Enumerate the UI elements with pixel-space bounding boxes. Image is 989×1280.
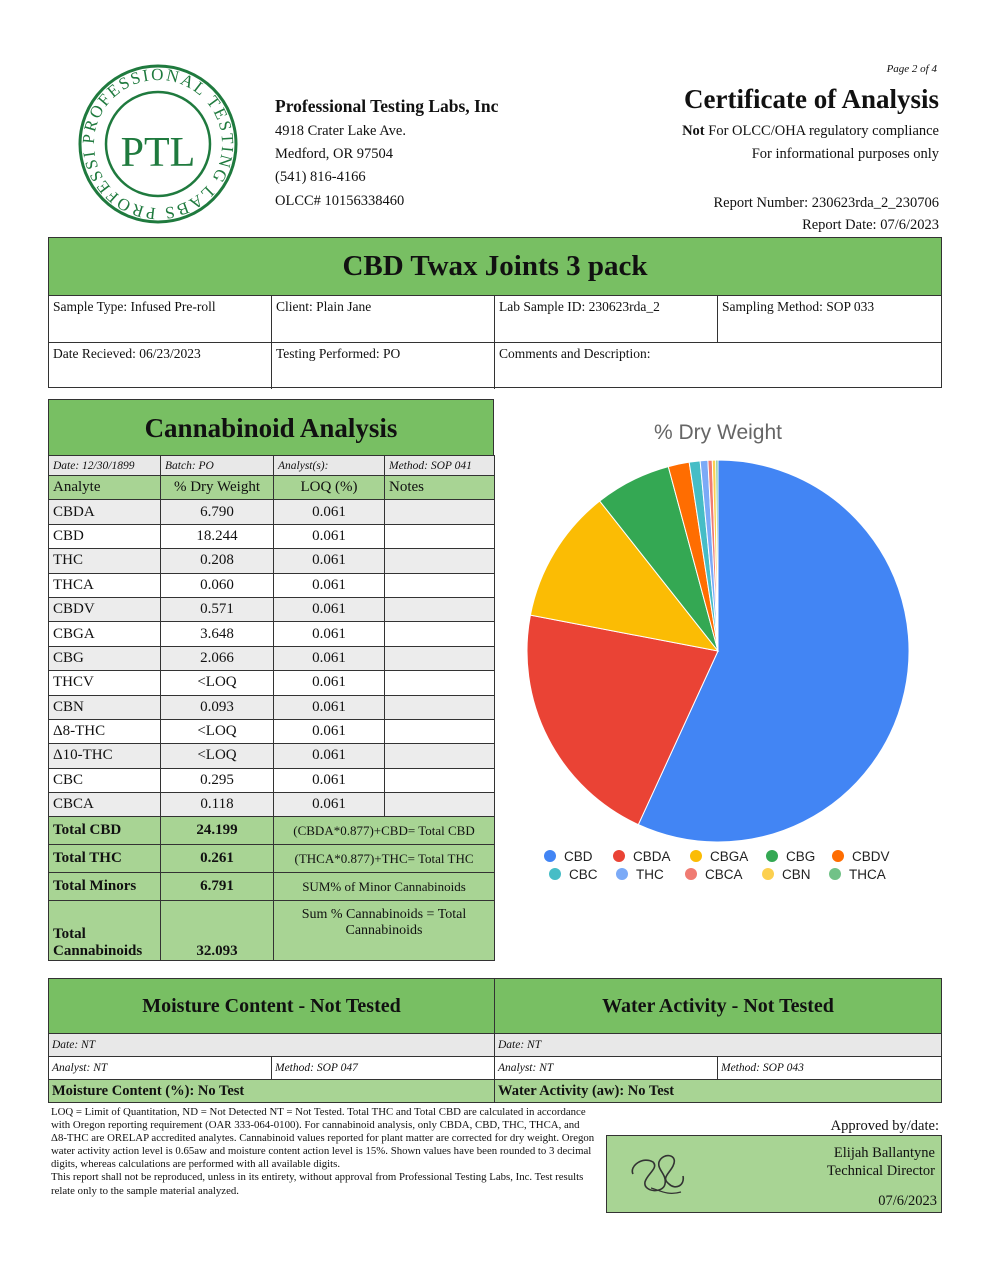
logo-ring-text: PROFESSIONAL TESTING LABS PROFESSI [78, 64, 238, 224]
date-row [49, 1034, 941, 1057]
total-label: Total THC [49, 845, 161, 873]
notes-cell [385, 524, 495, 548]
dry-weight-cell: 0.208 [161, 549, 274, 573]
col-analyte: Analyte [49, 476, 161, 500]
notes-cell [385, 573, 495, 597]
sample-title: CBD Twax Joints 3 pack [49, 238, 941, 296]
cannabinoid-analysis [48, 399, 494, 961]
disclaimer-text: This report shall not be reproduced, unless in its entirety, without approval from Professional Testing Labs, Inc. Test results relate only to the sample material analyzed. [51, 1171, 584, 1197]
analyte-cell: CBD [49, 524, 161, 548]
total-row [49, 817, 495, 845]
total-value: 24.199 [161, 817, 274, 845]
loq-cell: 0.061 [274, 622, 385, 646]
meta-row [49, 456, 495, 476]
page-number: Page 2 of 4 [886, 63, 937, 75]
moisture-method: Method: SOP 047 [272, 1057, 495, 1079]
table-row [49, 695, 495, 719]
lab-olcc-number: OLCC# 10156338460 [275, 193, 405, 209]
loq-cell: 0.061 [274, 719, 385, 743]
moisture-title: Moisture Content - Not Tested [49, 979, 495, 1033]
notes-cell [385, 597, 495, 621]
legend-swatch-cbd [544, 850, 556, 862]
loq-cell: 0.061 [274, 573, 385, 597]
meta-batch: Batch: PO [161, 456, 274, 476]
total-label: Total Minors [49, 873, 161, 901]
table-row [49, 524, 495, 548]
analyte-cell: CBCA [49, 793, 161, 817]
analyte-cell: THCA [49, 573, 161, 597]
approved-label: Approved by/date: [830, 1118, 939, 1134]
legend-swatch-cbdv [832, 850, 844, 862]
notes-cell [385, 500, 495, 524]
legend-label-thca: THCA [849, 867, 886, 882]
dry-weight-cell: 6.790 [161, 500, 274, 524]
total-row [49, 873, 495, 901]
total-value: 32.093 [161, 901, 274, 961]
dry-weight-cell: 2.066 [161, 646, 274, 670]
dry-weight-cell: 0.093 [161, 695, 274, 719]
notes-cell [385, 768, 495, 792]
analyte-cell: CBDA [49, 500, 161, 524]
col-loq: LOQ (%) [274, 476, 385, 500]
cannabinoid-title: Cannabinoid Analysis [48, 399, 494, 455]
comments: Comments and Description: [499, 346, 651, 361]
total-label: Total Cannabinoids [49, 901, 161, 961]
client: Client: Plain Jane [272, 296, 495, 342]
lab-address-line1: 4918 Crater Lake Ave. [275, 123, 406, 139]
table-row [49, 646, 495, 670]
cannabinoid-table [48, 455, 495, 961]
table-row [49, 622, 495, 646]
date-received: Date Recieved: 06/23/2023 [49, 343, 272, 389]
notes-cell [385, 549, 495, 573]
table-row [49, 768, 495, 792]
header-row [49, 476, 495, 500]
legend-label-cbd: CBD [564, 849, 593, 864]
approver-name: Elijah Ballantyne [833, 1145, 935, 1161]
sample-type: Sample Type: Infused Pre-roll [49, 296, 272, 342]
loq-cell: 0.061 [274, 549, 385, 573]
legend-label-thc: THC [636, 867, 664, 882]
table-row [49, 719, 495, 743]
result-row [49, 1080, 941, 1102]
sample-info-row-1 [49, 296, 941, 343]
legend-swatch-cbca [685, 868, 697, 880]
dry-weight-cell: 0.118 [161, 793, 274, 817]
total-formula: (CBDA*0.877)+CBD= Total CBD [274, 817, 495, 845]
dry-weight-cell: 0.060 [161, 573, 274, 597]
loq-cell: 0.061 [274, 793, 385, 817]
informational-note: For informational purposes only [751, 146, 939, 162]
loq-cell: 0.061 [274, 744, 385, 768]
loq-cell: 0.061 [274, 500, 385, 524]
dry-weight-cell: 0.295 [161, 768, 274, 792]
legend-label-cbc: CBC [569, 867, 598, 882]
notes-cell [385, 793, 495, 817]
water-method: Method: SOP 043 [721, 1062, 804, 1074]
loq-cell: 0.061 [274, 671, 385, 695]
notes-cell [385, 744, 495, 768]
legend-swatch-cbda [613, 850, 625, 862]
moisture-result: Moisture Content (%): No Test [49, 1080, 495, 1102]
loq-cell: 0.061 [274, 524, 385, 548]
table-row [49, 573, 495, 597]
water-result: Water Activity (aw): No Test [498, 1083, 675, 1099]
total-row [49, 845, 495, 873]
analyte-cell: CBDV [49, 597, 161, 621]
sample-info-row-2 [49, 343, 941, 389]
col-notes: Notes [385, 476, 495, 500]
legend-label-cbga: CBGA [710, 849, 749, 864]
water-activity-title: Water Activity - Not Tested [602, 995, 834, 1017]
legend-swatch-cbg [766, 850, 778, 862]
analyte-cell: CBGA [49, 622, 161, 646]
dry-weight-chart [500, 405, 940, 905]
legend-label-cbca: CBCA [705, 867, 743, 882]
analyte-cell: CBG [49, 646, 161, 670]
compliance-text: For OLCC/OHA regulatory compliance [704, 123, 939, 139]
total-formula: Sum % Cannabinoids = Total Cannabinoids [274, 901, 495, 961]
notes-cell [385, 671, 495, 695]
moisture-analyst: Analyst: NT [49, 1057, 272, 1079]
compliance-not: Not [682, 123, 705, 139]
dry-weight-cell: <LOQ [161, 719, 274, 743]
total-value: 0.261 [161, 845, 274, 873]
lab-logo [78, 64, 238, 224]
notes-cell [385, 719, 495, 743]
sample-info-block [48, 237, 942, 388]
analyte-cell: THC [49, 549, 161, 573]
sampling-method: Sampling Method: SOP 033 [722, 299, 875, 314]
legend-swatch-thca [829, 868, 841, 880]
analyte-cell: THCV [49, 671, 161, 695]
legend-label-cbn: CBN [782, 867, 811, 882]
legend-label-cbdv: CBDV [852, 849, 890, 864]
meta-method: Method: SOP 041 [385, 456, 495, 476]
table-row [49, 549, 495, 573]
table-row [49, 793, 495, 817]
legend-label-cbda: CBDA [633, 849, 671, 864]
table-row [49, 744, 495, 768]
water-analyst: Analyst: NT [495, 1057, 718, 1079]
notes-cell [385, 622, 495, 646]
approver [827, 1144, 935, 1180]
testing-performed: Testing Performed: PO [272, 343, 495, 389]
moisture-water-block [48, 978, 942, 1103]
dry-weight-cell: <LOQ [161, 671, 274, 695]
lab-sample-id: Lab Sample ID: 230623rda_2 [495, 296, 718, 342]
section-titles [49, 979, 941, 1034]
report-date: Report Date: 07/6/2023 [802, 217, 939, 233]
footnote-text: LOQ = Limit of Quantitation, ND = Not Detected NT = Not Tested. Total THC and Total CBD are calculated in accordance with Oregon reporting requirement (OAR 333-064-0100). For cannabinoid analysis, only CBDA, CBD, THC, THCA, and Δ8-THC are ORELAP accredited analytes. Cannabinoid values reported for plant matter are corrected for dry weight. Oregon water activity action level is 0.65aw and moisture content action level is 15%. Shown values have been rounded to 3 decimal digits, whereas calculations are performed with all available digits. [51, 1106, 595, 1171]
moisture-date: Date: NT [49, 1034, 495, 1056]
legend-swatch-thc [616, 868, 628, 880]
legend-swatch-cbn [762, 868, 774, 880]
loq-cell: 0.061 [274, 695, 385, 719]
total-formula: SUM% of Minor Cannabinoids [274, 873, 495, 901]
analyte-cell: Δ10-THC [49, 744, 161, 768]
loq-cell: 0.061 [274, 597, 385, 621]
total-value: 6.791 [161, 873, 274, 901]
meta-date: Date: 12/30/1899 [49, 456, 161, 476]
footnote [51, 1106, 596, 1198]
logo-monogram: PTL [120, 130, 196, 176]
dry-weight-cell: 3.648 [161, 622, 274, 646]
col-dry-weight: % Dry Weight [161, 476, 274, 500]
water-date: Date: NT [498, 1039, 542, 1051]
chart-title: % Dry Weight [654, 421, 782, 444]
table-row [49, 597, 495, 621]
legend-label-cbg: CBG [786, 849, 816, 864]
lab-address-line2: Medford, OR 97504 [275, 146, 394, 162]
total-formula: (THCA*0.877)+THC= Total THC [274, 845, 495, 873]
dry-weight-cell: 18.244 [161, 524, 274, 548]
table-row [49, 671, 495, 695]
compliance-note [682, 123, 939, 140]
table-row [49, 500, 495, 524]
loq-cell: 0.061 [274, 768, 385, 792]
approval-date: 07/6/2023 [878, 1193, 937, 1209]
lab-name: Professional Testing Labs, Inc [275, 96, 499, 116]
analyte-cell: CBN [49, 695, 161, 719]
approver-title: Technical Director [826, 1163, 935, 1179]
report-number: Report Number: 230623rda_2_230706 [713, 195, 939, 211]
analyst-row [49, 1057, 941, 1080]
total-row [49, 901, 495, 961]
loq-cell: 0.061 [274, 646, 385, 670]
notes-cell [385, 695, 495, 719]
dry-weight-cell: 0.571 [161, 597, 274, 621]
lab-phone: (541) 816-4166 [275, 169, 366, 185]
analyte-cell: CBC [49, 768, 161, 792]
meta-analyst: Analyst(s): [274, 456, 385, 476]
notes-cell [385, 646, 495, 670]
total-label: Total CBD [49, 817, 161, 845]
analyte-cell: Δ8-THC [49, 719, 161, 743]
document-title: Certificate of Analysis [684, 84, 939, 114]
signature-image [623, 1144, 703, 1204]
dry-weight-cell: <LOQ [161, 744, 274, 768]
legend-swatch-cbc [549, 868, 561, 880]
approval-box [606, 1135, 942, 1213]
legend-swatch-cbga [690, 850, 702, 862]
